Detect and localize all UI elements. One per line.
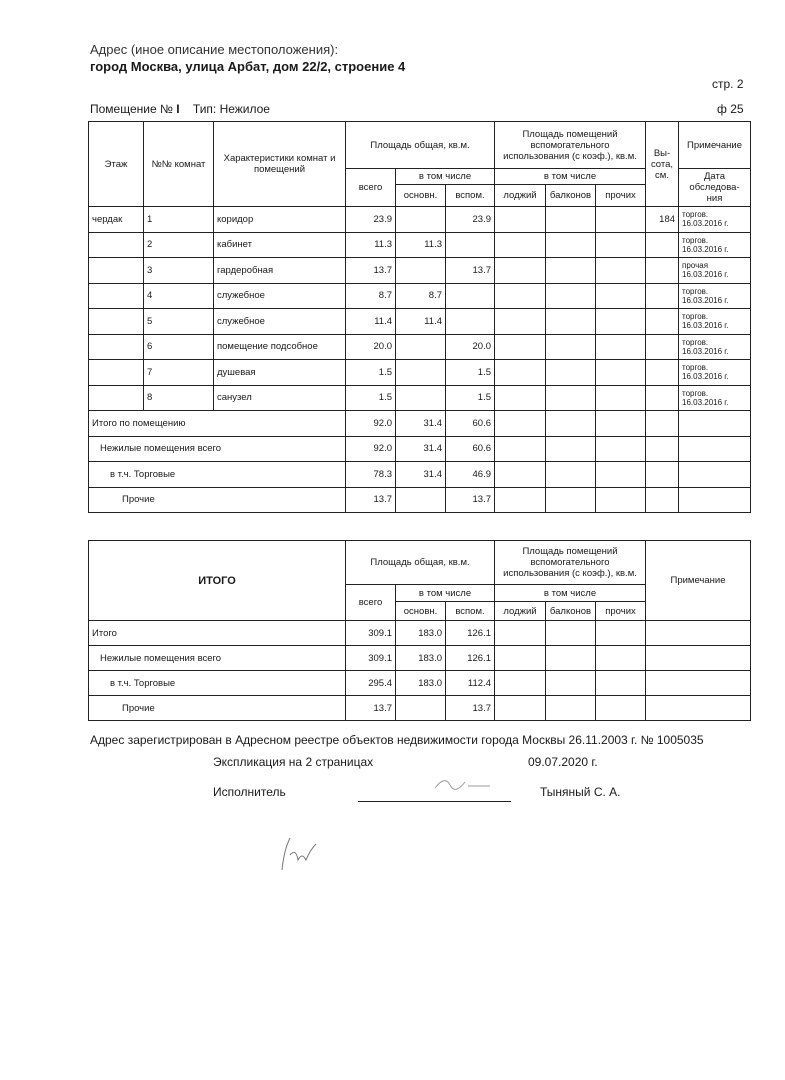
summary-other xyxy=(596,462,646,488)
room-line xyxy=(90,102,270,116)
summary-total: 78.3 xyxy=(346,462,396,488)
totals-note xyxy=(646,696,751,721)
cell-height xyxy=(646,360,679,386)
summary-total: 92.0 xyxy=(346,436,396,462)
table-row xyxy=(89,258,751,284)
totals-header-aux: Площадь помещений вспомогательного использования (с коэф.), кв.м. xyxy=(495,541,646,585)
summary-total: 13.7 xyxy=(346,487,396,513)
summary-label: в т.ч. Торговые xyxy=(89,462,346,488)
cell-room-no: 6 xyxy=(144,334,214,360)
cell-room-no: 5 xyxy=(144,309,214,335)
cell-room-no: 3 xyxy=(144,258,214,284)
summary-label: Нежилые помещения всего xyxy=(89,436,346,462)
header-floor: Этаж xyxy=(89,122,144,207)
pages-note: Экспликация на 2 страницах xyxy=(213,755,374,769)
header-main: основн. xyxy=(396,185,446,207)
cell-room-name: помещение подсобное xyxy=(214,334,346,360)
totals-other xyxy=(596,696,646,721)
summary-loggia xyxy=(495,411,546,437)
summary-main xyxy=(396,487,446,513)
cell-other xyxy=(596,258,646,284)
summary-main: 31.4 xyxy=(396,462,446,488)
form-number: ф 25 xyxy=(717,102,744,116)
totals-balcony xyxy=(546,696,596,721)
header-characteristics: Характеристики комнат и помещений xyxy=(214,122,346,207)
totals-loggia xyxy=(495,646,546,671)
cell-other xyxy=(596,360,646,386)
cell-aux: 1.5 xyxy=(446,385,495,411)
table-row xyxy=(89,207,751,233)
summary-main: 31.4 xyxy=(396,436,446,462)
header-area-total: Площадь общая, кв.м. xyxy=(346,122,495,169)
header-rooms: №№ комнат xyxy=(144,122,214,207)
executor-label: Исполнитель xyxy=(213,785,286,799)
cell-balcony xyxy=(546,334,596,360)
cell-other xyxy=(596,232,646,258)
cell-main: 8.7 xyxy=(396,283,446,309)
summary-other xyxy=(596,436,646,462)
cell-main: 11.3 xyxy=(396,232,446,258)
cell-height xyxy=(646,283,679,309)
cell-main xyxy=(396,207,446,233)
summary-note xyxy=(679,462,751,488)
cell-aux: 20.0 xyxy=(446,334,495,360)
summary-aux: 60.6 xyxy=(446,411,495,437)
cell-floor xyxy=(89,232,144,258)
totals-other xyxy=(596,621,646,646)
cell-total: 23.9 xyxy=(346,207,396,233)
cell-room-name: гардеробная xyxy=(214,258,346,284)
cell-main xyxy=(396,360,446,386)
cell-aux: 1.5 xyxy=(446,360,495,386)
cell-main xyxy=(396,385,446,411)
summary-main: 31.4 xyxy=(396,411,446,437)
header-loggia: лоджий xyxy=(495,185,546,207)
cell-other xyxy=(596,207,646,233)
summary-label: Итого по помещению xyxy=(89,411,346,437)
cell-aux xyxy=(446,232,495,258)
totals-header-incl: в том числе xyxy=(396,585,495,602)
room-number: I xyxy=(176,102,180,116)
totals-total: 13.7 xyxy=(346,696,396,721)
totals-header-main: основн. xyxy=(396,602,446,621)
cell-total: 20.0 xyxy=(346,334,396,360)
table-row xyxy=(89,360,751,386)
totals-other xyxy=(596,646,646,671)
totals-total: 309.1 xyxy=(346,621,396,646)
header-note: Примечание xyxy=(679,122,751,169)
cell-loggia xyxy=(495,232,546,258)
cell-loggia xyxy=(495,385,546,411)
room-type: Тип: Нежилое xyxy=(192,102,270,116)
summary-aux: 60.6 xyxy=(446,436,495,462)
table-row xyxy=(89,309,751,335)
totals-other xyxy=(596,671,646,696)
cell-total: 1.5 xyxy=(346,360,396,386)
totals-header-incl-aux: в том числе xyxy=(495,585,646,602)
totals-row xyxy=(89,646,751,671)
cell-note: торгов. 16.03.2016 г. xyxy=(679,309,751,335)
cell-balcony xyxy=(546,385,596,411)
cell-aux: 13.7 xyxy=(446,258,495,284)
cell-floor xyxy=(89,283,144,309)
summary-balcony xyxy=(546,411,596,437)
header-incl: в том числе xyxy=(396,169,495,185)
header-balcony: балконов xyxy=(546,185,596,207)
summary-balcony xyxy=(546,462,596,488)
totals-main: 183.0 xyxy=(396,621,446,646)
totals-main: 183.0 xyxy=(396,671,446,696)
cell-room-no: 2 xyxy=(144,232,214,258)
totals-header-auxil: вспом. xyxy=(446,602,495,621)
summary-loggia xyxy=(495,462,546,488)
cell-total: 13.7 xyxy=(346,258,396,284)
totals-label: Нежилые помещения всего xyxy=(89,646,346,671)
totals-note xyxy=(646,646,751,671)
summary-row xyxy=(89,487,751,513)
cell-room-name: душевая xyxy=(214,360,346,386)
totals-row xyxy=(89,621,751,646)
header-other: прочих xyxy=(596,185,646,207)
summary-height xyxy=(646,436,679,462)
document-date: 09.07.2020 г. xyxy=(528,755,598,769)
cell-floor: чердак xyxy=(89,207,144,233)
totals-aux: 126.1 xyxy=(446,646,495,671)
totals-aux: 126.1 xyxy=(446,621,495,646)
cell-balcony xyxy=(546,360,596,386)
registry-note: Адрес зарегистрирован в Адресном реестре объектов недвижимости города Москвы 26.11.2003 г. № 1005035 xyxy=(90,733,704,747)
page-number: стр. 2 xyxy=(712,77,744,91)
totals-balcony xyxy=(546,671,596,696)
totals-label: в т.ч. Торговые xyxy=(89,671,346,696)
summary-height xyxy=(646,411,679,437)
cell-height xyxy=(646,309,679,335)
totals-aux: 112.4 xyxy=(446,671,495,696)
totals-total: 309.1 xyxy=(346,646,396,671)
header-auxil: вспом. xyxy=(446,185,495,207)
cell-loggia xyxy=(495,258,546,284)
totals-header-other: прочих xyxy=(596,602,646,621)
totals-table xyxy=(88,540,751,721)
handwritten-mark xyxy=(270,830,340,875)
header-height: Вы-сота, см. xyxy=(646,122,679,207)
cell-room-no: 8 xyxy=(144,385,214,411)
summary-loggia xyxy=(495,487,546,513)
signature-line xyxy=(358,801,511,802)
cell-main: 11.4 xyxy=(396,309,446,335)
totals-loggia xyxy=(495,671,546,696)
executor-name: Тыняный С. А. xyxy=(540,785,621,799)
cell-note: прочая 16.03.2016 г. xyxy=(679,258,751,284)
totals-label: Итого xyxy=(89,621,346,646)
totals-header-all: всего xyxy=(346,585,396,621)
cell-room-no: 4 xyxy=(144,283,214,309)
totals-loggia xyxy=(495,696,546,721)
cell-aux xyxy=(446,309,495,335)
summary-balcony xyxy=(546,436,596,462)
cell-height: 184 xyxy=(646,207,679,233)
totals-main: 183.0 xyxy=(396,646,446,671)
summary-note xyxy=(679,487,751,513)
totals-note xyxy=(646,621,751,646)
cell-total: 11.4 xyxy=(346,309,396,335)
summary-height xyxy=(646,487,679,513)
explication-table xyxy=(88,121,751,513)
summary-other xyxy=(596,411,646,437)
totals-row xyxy=(89,696,751,721)
summary-label: Прочие xyxy=(89,487,346,513)
cell-other xyxy=(596,309,646,335)
cell-balcony xyxy=(546,207,596,233)
cell-note: торгов. 16.03.2016 г. xyxy=(679,232,751,258)
summary-note xyxy=(679,411,751,437)
summary-row xyxy=(89,462,751,488)
cell-balcony xyxy=(546,309,596,335)
totals-header-balcony: балконов xyxy=(546,602,596,621)
summary-other xyxy=(596,487,646,513)
cell-balcony xyxy=(546,232,596,258)
cell-loggia xyxy=(495,334,546,360)
table-row xyxy=(89,334,751,360)
cell-room-name: коридор xyxy=(214,207,346,233)
cell-floor xyxy=(89,385,144,411)
cell-main xyxy=(396,334,446,360)
cell-note: торгов. 16.03.2016 г. xyxy=(679,207,751,233)
totals-balcony xyxy=(546,621,596,646)
summary-row xyxy=(89,436,751,462)
cell-room-no: 1 xyxy=(144,207,214,233)
totals-main xyxy=(396,696,446,721)
totals-header-note: Примечание xyxy=(646,541,751,621)
cell-floor xyxy=(89,334,144,360)
header-date: Дата обследова-ния xyxy=(679,169,751,207)
cell-floor xyxy=(89,360,144,386)
cell-height xyxy=(646,258,679,284)
cell-loggia xyxy=(495,309,546,335)
totals-total: 295.4 xyxy=(346,671,396,696)
summary-row xyxy=(89,411,751,437)
cell-loggia xyxy=(495,283,546,309)
cell-height xyxy=(646,385,679,411)
table-row xyxy=(89,232,751,258)
cell-note: торгов. 16.03.2016 г. xyxy=(679,385,751,411)
totals-note xyxy=(646,671,751,696)
cell-room-no: 7 xyxy=(144,360,214,386)
summary-loggia xyxy=(495,436,546,462)
cell-total: 11.3 xyxy=(346,232,396,258)
summary-aux: 13.7 xyxy=(446,487,495,513)
totals-aux: 13.7 xyxy=(446,696,495,721)
summary-balcony xyxy=(546,487,596,513)
totals-balcony xyxy=(546,646,596,671)
cell-floor xyxy=(89,258,144,284)
cell-note: торгов. 16.03.2016 г. xyxy=(679,360,751,386)
cell-loggia xyxy=(495,207,546,233)
header-incl-aux: в том числе xyxy=(495,169,646,185)
cell-other xyxy=(596,334,646,360)
cell-total: 8.7 xyxy=(346,283,396,309)
cell-other xyxy=(596,283,646,309)
cell-room-name: служебное xyxy=(214,309,346,335)
address-value: город Москва, улица Арбат, дом 22/2, строение 4 xyxy=(90,59,406,74)
cell-room-name: служебное xyxy=(214,283,346,309)
address-label: Адрес (иное описание местоположения): xyxy=(90,42,339,57)
summary-aux: 46.9 xyxy=(446,462,495,488)
cell-balcony xyxy=(546,258,596,284)
signature-mark xyxy=(430,770,500,795)
summary-height xyxy=(646,462,679,488)
totals-loggia xyxy=(495,621,546,646)
summary-note xyxy=(679,436,751,462)
cell-note: торгов. 16.03.2016 г. xyxy=(679,283,751,309)
cell-height xyxy=(646,334,679,360)
table-row xyxy=(89,385,751,411)
cell-balcony xyxy=(546,283,596,309)
totals-row xyxy=(89,671,751,696)
cell-room-name: санузел xyxy=(214,385,346,411)
cell-floor xyxy=(89,309,144,335)
cell-main xyxy=(396,258,446,284)
cell-total: 1.5 xyxy=(346,385,396,411)
cell-height xyxy=(646,232,679,258)
totals-label: Прочие xyxy=(89,696,346,721)
totals-header-loggia: лоджий xyxy=(495,602,546,621)
totals-header-area: Площадь общая, кв.м. xyxy=(346,541,495,585)
cell-note: торгов. 16.03.2016 г. xyxy=(679,334,751,360)
table-row xyxy=(89,283,751,309)
cell-aux xyxy=(446,283,495,309)
cell-aux: 23.9 xyxy=(446,207,495,233)
cell-room-name: кабинет xyxy=(214,232,346,258)
cell-other xyxy=(596,385,646,411)
header-aux-area: Площадь помещений вспомогательного использования (с коэф.), кв.м. xyxy=(495,122,646,169)
cell-loggia xyxy=(495,360,546,386)
room-label: Помещение № xyxy=(90,102,173,116)
summary-total: 92.0 xyxy=(346,411,396,437)
header-all: всего xyxy=(346,169,396,207)
totals-title: ИТОГО xyxy=(89,541,346,621)
